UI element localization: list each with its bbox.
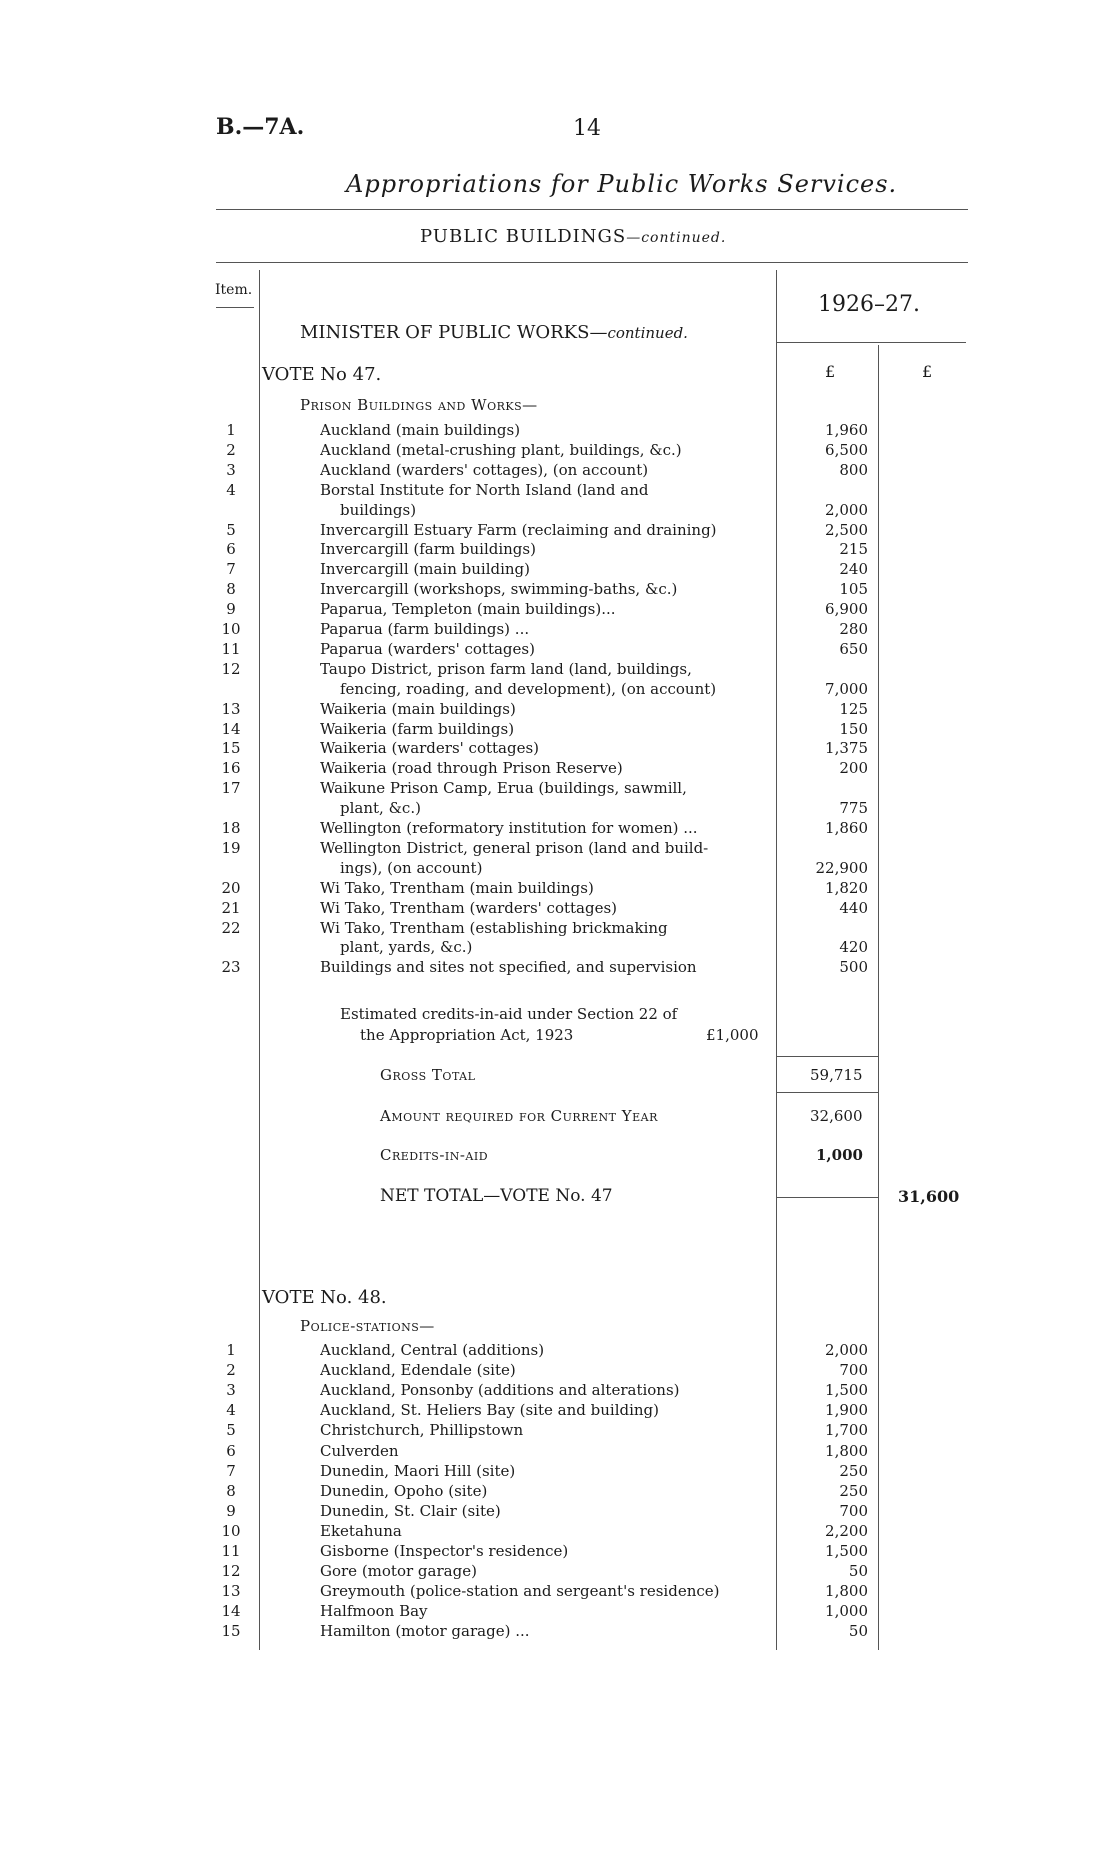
vote-48-title: VOTE No. 48. xyxy=(262,1287,387,1308)
item-description: Buildings and sites not specified, and supervision xyxy=(320,958,697,977)
item-amount: 2,500 xyxy=(825,520,868,539)
item-description: Wellington (reformatory institution for women) ... xyxy=(320,819,698,837)
item-number: 9 xyxy=(226,600,236,619)
credits-note-line-2: the Appropriation Act, 1923 xyxy=(360,1026,574,1044)
item-number: 3 xyxy=(226,460,236,479)
net-total-rule xyxy=(776,1197,878,1198)
item-number: 5 xyxy=(226,1421,236,1440)
item-amount: 1,500 xyxy=(825,1381,868,1400)
item-description: Paparua (warders' cottages) xyxy=(320,639,535,658)
item-number: 16 xyxy=(221,759,241,778)
item-number: 8 xyxy=(226,1481,236,1500)
gross-total-value: 59,715 xyxy=(810,1066,863,1084)
item-amount: 6,500 xyxy=(825,440,868,459)
minister-heading-suffix: continued. xyxy=(607,324,688,342)
item-number: 14 xyxy=(221,719,241,738)
item-description: Paparua, Templeton (main buildings)... xyxy=(320,600,616,619)
column-divider-left xyxy=(259,270,260,1650)
gross-total-top-rule xyxy=(776,1056,878,1057)
item-description: Gore (motor garage) xyxy=(320,1562,477,1581)
vote-47-title: VOTE No 47. xyxy=(262,364,382,385)
item-description: Auckland, Ponsonby (additions and alterations) xyxy=(320,1381,680,1400)
item-number: 3 xyxy=(226,1381,236,1400)
item-description: Halfmoon Bay xyxy=(320,1602,428,1621)
item-amount: 1,800 xyxy=(825,1582,868,1601)
currency-symbol-col2: £ xyxy=(922,362,933,381)
item-amount: 1,820 xyxy=(825,878,868,897)
item-description: Auckland, Central (additions) xyxy=(320,1341,545,1359)
item-amount: 1,500 xyxy=(825,1542,868,1560)
item-amount: 7,000 xyxy=(825,679,868,698)
item-number: 1 xyxy=(226,421,236,439)
item-description: Paparua (farm buildings) ... xyxy=(320,620,530,638)
item-description: Dunedin, Opoho (site) xyxy=(320,1481,488,1500)
item-number: 11 xyxy=(221,639,241,658)
item-number: 2 xyxy=(226,1361,236,1380)
item-amount: 125 xyxy=(839,699,868,718)
item-amount: 200 xyxy=(839,759,868,778)
item-description-continued: plant, yards, &c.) xyxy=(340,938,473,957)
item-amount: 280 xyxy=(839,620,868,638)
item-description: Auckland (main buildings) xyxy=(320,421,521,439)
item-amount: 250 xyxy=(839,1461,868,1480)
item-amount: 440 xyxy=(839,898,868,917)
item-number: 15 xyxy=(221,739,241,758)
item-amount: 250 xyxy=(839,1481,868,1500)
item-column-header: Item. xyxy=(215,282,253,298)
item-description: Dunedin, St. Clair (site) xyxy=(320,1501,501,1520)
year-header-rule xyxy=(776,342,966,343)
item-amount: 420 xyxy=(839,938,868,957)
item-description-continued: buildings) xyxy=(340,500,417,519)
item-number: 6 xyxy=(226,1441,236,1460)
item-amount: 2,000 xyxy=(825,1341,868,1359)
item-description: Waikune Prison Camp, Erua (buildings, sawmill, xyxy=(320,779,687,798)
table-top-rule xyxy=(216,262,968,263)
title-rule xyxy=(216,209,968,210)
item-description: Eketahuna xyxy=(320,1521,402,1540)
item-number: 21 xyxy=(221,898,241,917)
item-number: 11 xyxy=(221,1542,241,1560)
section-title xyxy=(420,226,726,247)
item-number: 15 xyxy=(221,1622,241,1641)
item-number: 12 xyxy=(221,659,241,678)
item-description: Taupo District, prison farm land (land, buildings, xyxy=(320,659,692,678)
item-description: Greymouth (police-station and sergeant's residence) xyxy=(320,1582,720,1601)
item-number: 6 xyxy=(226,540,236,559)
minister-heading xyxy=(300,322,688,343)
item-number: 9 xyxy=(226,1501,236,1520)
gross-total-label: Gross Total xyxy=(380,1066,476,1084)
item-description: Auckland (warders' cottages), (on account) xyxy=(320,460,649,479)
item-description: Auckland (metal-crushing plant, buildings, &c.) xyxy=(320,440,682,459)
item-description: Invercargill (main building) xyxy=(320,560,530,579)
credits-note-amount: £1,000 xyxy=(706,1026,759,1044)
vote-48-group-label: Police-stations— xyxy=(300,1317,435,1335)
item-number: 13 xyxy=(221,699,241,718)
item-number: 23 xyxy=(221,958,241,977)
item-number: 7 xyxy=(226,560,236,579)
item-amount: 2,000 xyxy=(825,500,868,519)
section-title-text: PUBLIC BUILDINGS xyxy=(420,226,627,247)
item-description: Invercargill (workshops, swimming-baths, &c.) xyxy=(320,580,678,599)
item-number: 4 xyxy=(226,1401,236,1420)
page-title: Appropriations for Public Works Services. xyxy=(346,170,898,198)
amount-required-label: Amount required for Current Year xyxy=(380,1107,658,1125)
item-amount: 500 xyxy=(839,958,868,977)
item-description: Auckland, St. Heliers Bay (site and building) xyxy=(320,1401,660,1420)
item-description-continued: plant, &c.) xyxy=(340,799,421,818)
item-header-rule xyxy=(216,307,254,308)
item-amount: 1,375 xyxy=(825,739,868,758)
item-amount: 240 xyxy=(839,560,868,579)
item-description: Hamilton (motor garage) ... xyxy=(320,1622,530,1641)
amount-required-value: 32,600 xyxy=(810,1107,863,1125)
item-number: 10 xyxy=(221,1521,241,1540)
item-number: 7 xyxy=(226,1461,236,1480)
item-number: 1 xyxy=(226,1341,236,1359)
item-description: Waikeria (farm buildings) xyxy=(320,719,515,738)
item-number: 14 xyxy=(221,1602,241,1621)
item-description: Christchurch, Phillipstown xyxy=(320,1421,524,1440)
item-amount: 1,000 xyxy=(825,1602,868,1621)
item-number: 5 xyxy=(226,520,236,539)
item-number: 4 xyxy=(226,480,236,499)
item-amount: 22,900 xyxy=(815,858,868,877)
item-description-continued: fencing, roading, and development), (on account) xyxy=(340,679,717,698)
net-total-value: 31,600 xyxy=(898,1187,960,1206)
item-description: Culverden xyxy=(320,1441,399,1460)
item-description: Wi Tako, Trentham (main buildings) xyxy=(320,878,594,897)
item-number: 20 xyxy=(221,878,241,897)
item-amount: 1,860 xyxy=(825,819,868,837)
item-amount: 700 xyxy=(839,1361,868,1380)
item-amount: 50 xyxy=(848,1622,868,1641)
item-description: Borstal Institute for North Island (land and xyxy=(320,480,649,499)
item-amount: 215 xyxy=(839,540,868,559)
item-description: Wi Tako, Trentham (warders' cottages) xyxy=(320,898,617,917)
item-number: 19 xyxy=(221,838,241,857)
item-description: Gisborne (Inspector's residence) xyxy=(320,1542,569,1560)
item-description: Waikeria (main buildings) xyxy=(320,699,516,718)
currency-symbol-col1: £ xyxy=(825,362,836,381)
minister-heading-text: MINISTER OF PUBLIC WORKS— xyxy=(300,322,608,343)
item-amount: 1,960 xyxy=(825,421,868,439)
item-amount: 105 xyxy=(839,580,868,599)
page-number: 14 xyxy=(573,116,601,141)
item-description: Waikeria (warders' cottages) xyxy=(320,739,540,758)
item-number: 22 xyxy=(221,918,241,937)
credits-in-aid-value: 1,000 xyxy=(816,1146,863,1164)
item-amount: 1,900 xyxy=(825,1401,868,1420)
credits-in-aid-label: Credits-in-aid xyxy=(380,1146,489,1164)
item-number: 13 xyxy=(221,1582,241,1601)
item-amount: 700 xyxy=(839,1501,868,1520)
item-number: 18 xyxy=(221,819,241,837)
item-description: Invercargill (farm buildings) xyxy=(320,540,536,559)
section-title-suffix: —continued. xyxy=(626,230,727,246)
item-amount: 1,800 xyxy=(825,1441,868,1460)
year-column-header: 1926–27. xyxy=(818,292,920,317)
item-description: Auckland, Edendale (site) xyxy=(320,1361,516,1380)
credits-note-line-1: Estimated credits-in-aid under Section 22 of xyxy=(340,1005,678,1023)
column-divider-amount xyxy=(776,270,777,1650)
document-reference: B.—7A. xyxy=(216,114,305,140)
item-amount: 650 xyxy=(839,639,868,658)
item-description: Dunedin, Maori Hill (site) xyxy=(320,1461,516,1480)
item-number: 2 xyxy=(226,440,236,459)
gross-total-bottom-rule xyxy=(776,1092,878,1093)
item-amount: 50 xyxy=(848,1562,868,1581)
item-number: 17 xyxy=(221,779,241,798)
item-description-continued: ings), (on account) xyxy=(340,858,483,877)
item-amount: 150 xyxy=(839,719,868,738)
item-amount: 2,200 xyxy=(825,1521,868,1540)
net-total-label: NET TOTAL—VOTE No. 47 xyxy=(380,1186,613,1206)
item-number: 12 xyxy=(221,1562,241,1581)
item-description: Waikeria (road through Prison Reserve) xyxy=(320,759,623,778)
item-number: 8 xyxy=(226,580,236,599)
item-amount: 6,900 xyxy=(825,600,868,619)
item-number: 10 xyxy=(221,620,241,638)
column-divider-total xyxy=(878,345,879,1650)
vote-47-group-label: Prison Buildings and Works— xyxy=(300,396,538,414)
item-description: Wi Tako, Trentham (establishing brickmaking xyxy=(320,918,668,937)
item-amount: 775 xyxy=(839,799,868,818)
item-description: Wellington District, general prison (land and build- xyxy=(320,838,709,857)
item-description: Invercargill Estuary Farm (reclaiming and draining) xyxy=(320,520,717,539)
item-amount: 1,700 xyxy=(825,1421,868,1440)
item-amount: 800 xyxy=(839,460,868,479)
